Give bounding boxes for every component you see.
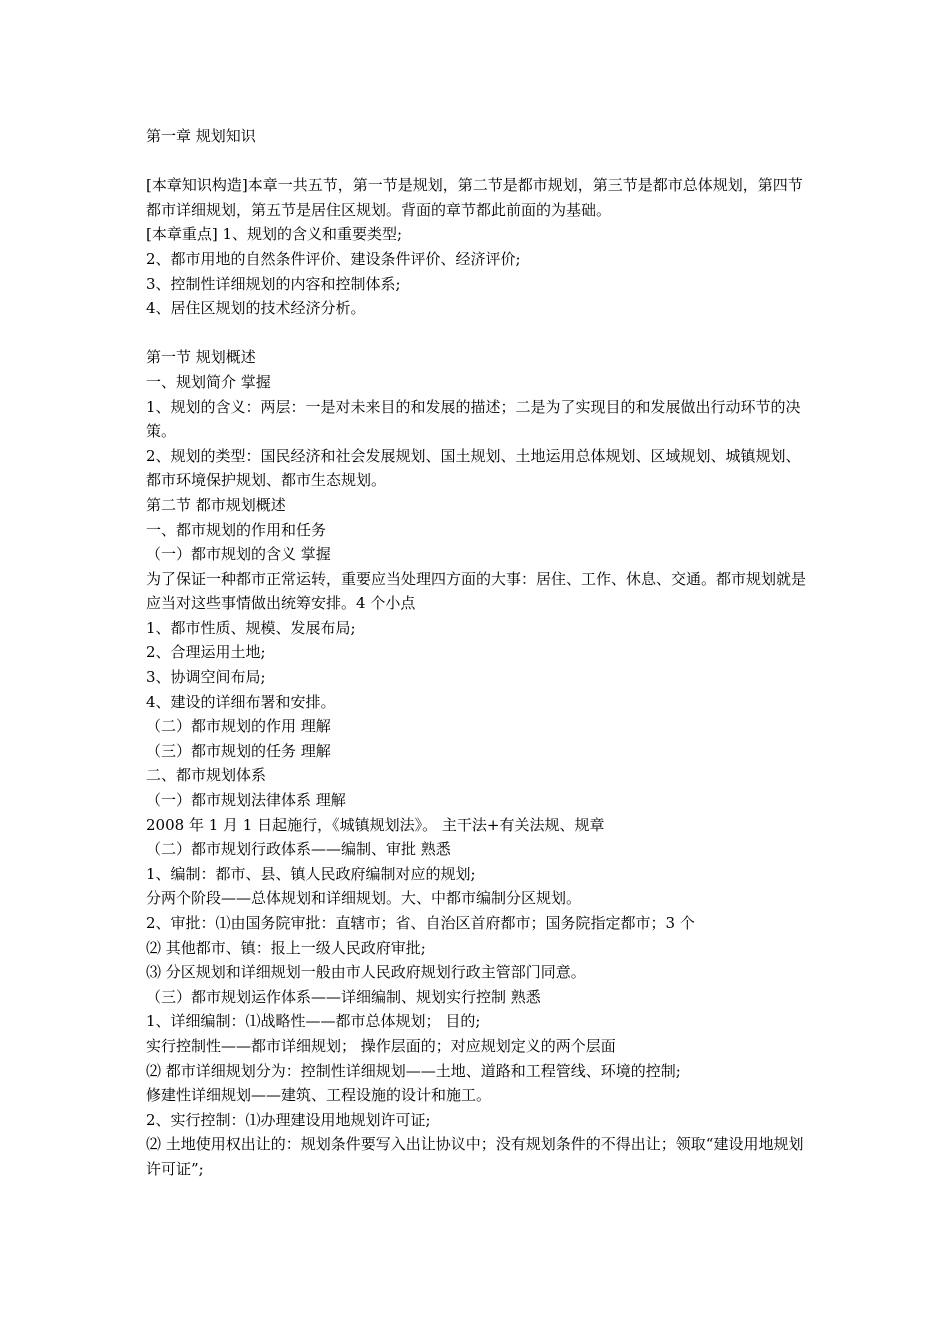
item-heading: （三）都市规划运作体系——详细编制、规划实行控制 熟悉 bbox=[146, 987, 541, 1006]
document-page bbox=[146, 124, 810, 1182]
chapter-title: 第一章 规划知识 bbox=[146, 127, 256, 145]
list-item: 3、协调空间布局; bbox=[146, 668, 266, 687]
item-heading: （一）都市规划的含义 掌握 bbox=[146, 545, 331, 564]
list-item: ⑶ 分区规划和详细规划一般由市人民政府规划行政主管部门同意。 bbox=[146, 963, 586, 982]
paragraph-gap bbox=[146, 321, 810, 346]
item-heading: （二）都市规划行政体系——编制、审批 熟悉 bbox=[146, 840, 451, 859]
body-paragraph: 1、规划的含义：两层：一是对未来目的和发展的描述；二是为了实现目的和发展做出行动环节的决策。 bbox=[146, 397, 801, 441]
list-item: ⑵ 都市详细规划分为：控制性详细规划——土地、道路和工程管线、环境的控制; bbox=[146, 1061, 681, 1080]
section-heading: 第二节 都市规划概述 bbox=[146, 495, 286, 514]
list-item: 2、实行控制：⑴办理建设用地规划许可证; bbox=[146, 1110, 431, 1129]
list-item: 1、都市性质、规模、发展布局; bbox=[146, 618, 356, 637]
key-point: 3、控制性详细规划的内容和控制体系; bbox=[146, 274, 401, 293]
list-item: 1、编制：都市、县、镇人民政府编制对应的规划; bbox=[146, 864, 476, 883]
body-paragraph: 分两个阶段——总体规划和详细规划。大、中都市编制分区规划。 bbox=[146, 889, 582, 908]
list-item: ⑵ 其他都市、镇：报上一级人民政府审批; bbox=[146, 938, 426, 957]
body-paragraph: 2、规划的类型：国民经济和社会发展规划、国土规划、土地运用总体规划、区域规划、城镇规划、都市环境保护规划、都市生态规划。 bbox=[146, 446, 801, 490]
body-paragraph: 修建性详细规划——建筑、工程设施的设计和施工。 bbox=[146, 1086, 492, 1105]
item-heading: （三）都市规划的任务 理解 bbox=[146, 741, 331, 760]
paragraph-gap bbox=[146, 149, 810, 174]
key-point: [本章重点] 1、规划的含义和重要类型; bbox=[146, 225, 403, 244]
key-point: 2、都市用地的自然条件评价、建设条件评价、经济评价; bbox=[146, 249, 521, 268]
key-point: 4、居住区规划的技术经济分析。 bbox=[146, 299, 366, 318]
section-heading: 第一节 规划概述 bbox=[146, 348, 256, 367]
chapter-structure: [本章知识构造]本章一共五节，第一节是规划，第二节是都市规划，第三节是都市总体规划，第四节都市详细规划，第五节是居住区规划。背面的章节都此前面的为基础。 bbox=[146, 176, 803, 219]
item-heading: （二）都市规划的作用 理解 bbox=[146, 717, 331, 736]
body-paragraph: 为了保证一种都市正常运转，重要应当处理四方面的大事：居住、工作、休息、交通。都市规划就是应当对这些事情做出统筹安排。4 个小点 bbox=[146, 569, 807, 613]
subsection-heading: 二、都市规划体系 bbox=[146, 766, 267, 785]
list-item: ⑵ 土地使用权出让的：规划条件要写入出让协议中；没有规划条件的不得出让；领取“建设用地规划许可证”; bbox=[146, 1135, 804, 1178]
body-paragraph: 2008 年 1 月 1 日起施行，《城镇规划法》。 主干法+有关法规、规章 bbox=[146, 815, 605, 834]
subsection-heading: 一、都市规划的作用和任务 bbox=[146, 520, 327, 539]
list-item: 4、建设的详细布署和安排。 bbox=[146, 692, 336, 711]
subsection-heading: 一、规划简介 掌握 bbox=[146, 372, 271, 391]
item-heading: （一）都市规划法律体系 理解 bbox=[146, 791, 346, 810]
list-item: 1、详细编制：⑴战略性——都市总体规划； 目的; bbox=[146, 1012, 481, 1031]
list-item: 2、合理运用土地; bbox=[146, 643, 266, 662]
body-paragraph: 实行控制性——都市详细规划； 操作层面的；对应规划定义的两个层面 bbox=[146, 1036, 616, 1055]
list-item: 2、审批：⑴由国务院审批：直辖市；省、自治区首府都市；国务院指定都市；3 个 bbox=[146, 914, 695, 932]
